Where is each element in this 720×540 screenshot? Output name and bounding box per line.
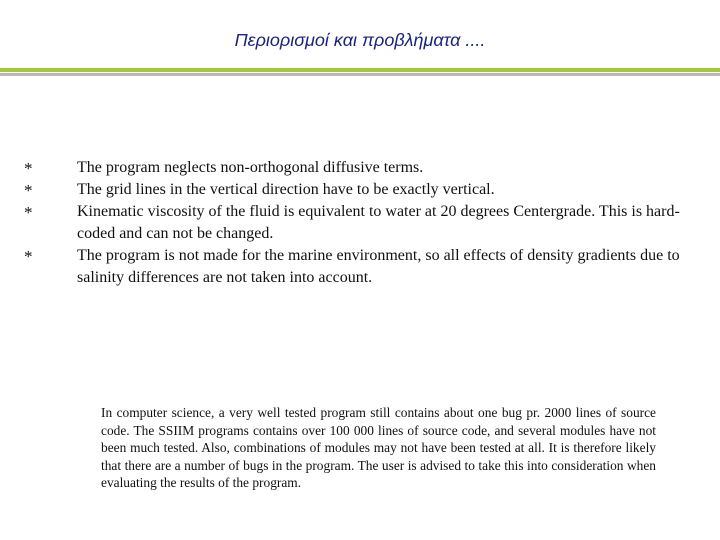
title-divider-green [0,68,720,72]
bullet-asterisk: * [24,159,33,178]
title-divider-gray [0,73,720,76]
limitations-list [0,157,720,289]
list-item [0,179,683,201]
list-item [0,201,683,245]
bug-warning-paragraph: In computer science, a very well tested program still contains about one bug pr. 2000 lines of source code. The SSIIM programs contains over 100 000 lines of source code, and several modules have not been much tested. Also, combinations of modules may not have been tested at all. It is therefore likely that there are a number of bugs in the program. The user is advised to take this into consideration when evaluating the results of the program. [101,405,656,490]
bullet-asterisk: * [24,181,33,200]
list-item [0,245,683,289]
list-item-text: The program is not made for the marine environment, so all effects of density gradients due to salinity differences are not taken into account. [77,247,680,286]
list-item-text: The program neglects non-orthogonal diffusive terms. [77,159,424,176]
bullet-asterisk: * [24,203,33,222]
bullet-asterisk: * [24,247,33,266]
list-item [0,157,683,179]
slide-title: Περιορισμοί και προβλήματα .... [234,30,486,50]
list-item-text: Kinematic viscosity of the fluid is equivalent to water at 20 degrees Centergrade. This is hard-coded and can not be changed. [77,203,680,242]
list-item-text: The grid lines in the vertical direction have to be exactly vertical. [77,181,495,198]
